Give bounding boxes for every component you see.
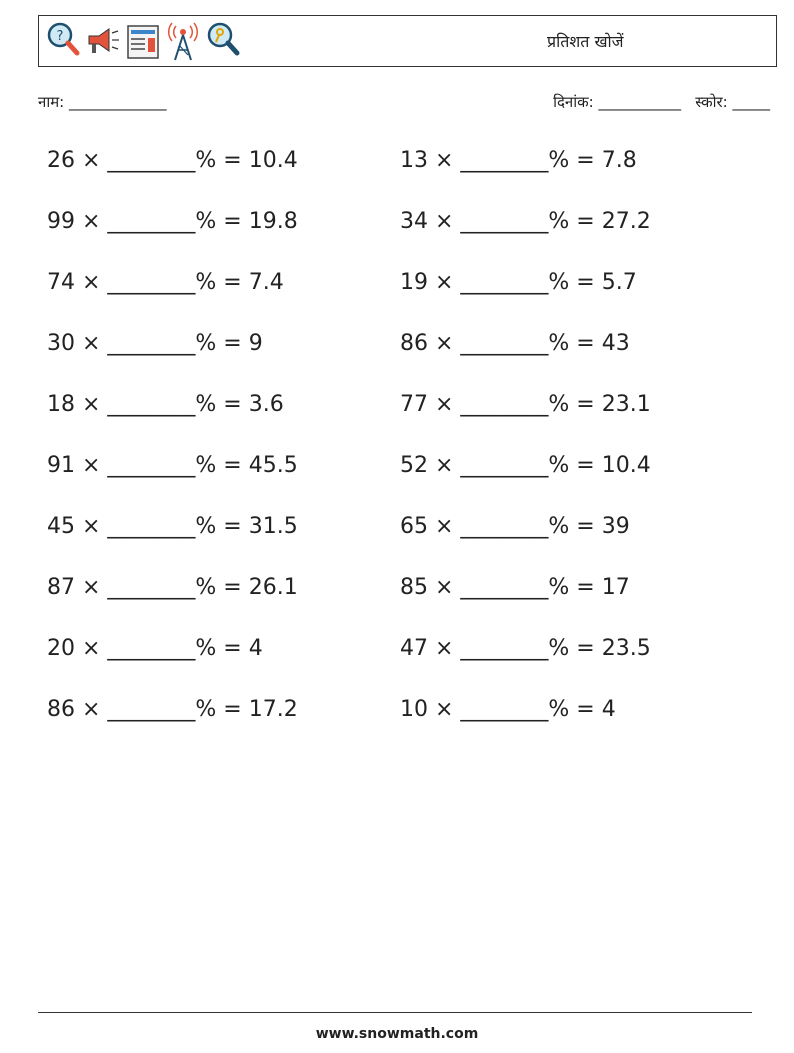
name-field: नाम: _____________: [38, 93, 167, 111]
problem-item: 34 × ________% = 27.2: [400, 209, 651, 234]
magnifier-question-icon: [45, 20, 81, 62]
problem-item: 85 × ________% = 17: [400, 575, 630, 600]
page-title: प्रतिशत खोजें: [547, 32, 624, 51]
problem-item: 99 × ________% = 19.8: [47, 209, 298, 234]
megaphone-icon: [85, 20, 121, 62]
date-score-fields: [553, 92, 770, 112]
problem-item: 86 × ________% = 43: [400, 331, 630, 356]
problem-item: 30 × ________% = 9: [47, 331, 263, 356]
problem-item: 87 × ________% = 26.1: [47, 575, 298, 600]
date-field: दिनांक: ___________: [553, 93, 681, 111]
problem-item: 65 × ________% = 39: [400, 514, 630, 539]
score-field: स्कोर: _____: [695, 93, 770, 111]
problem-item: 52 × ________% = 10.4: [400, 453, 651, 478]
problem-item: 47 × ________% = 23.5: [400, 636, 651, 661]
problem-item: 18 × ________% = 3.6: [47, 392, 284, 417]
header-box: [38, 15, 777, 67]
problem-item: 19 × ________% = 5.7: [400, 270, 637, 295]
icon-strip: [45, 20, 241, 62]
magnifier-key-icon: [205, 20, 241, 62]
problem-item: 13 × ________% = 7.8: [400, 148, 637, 173]
problem-item: 45 × ________% = 31.5: [47, 514, 298, 539]
problem-item: 86 × ________% = 17.2: [47, 697, 298, 722]
problem-item: 91 × ________% = 45.5: [47, 453, 298, 478]
problem-item: 74 × ________% = 7.4: [47, 270, 284, 295]
problem-item: 10 × ________% = 4: [400, 697, 616, 722]
problem-item: 77 × ________% = 23.1: [400, 392, 651, 417]
problem-item: 20 × ________% = 4: [47, 636, 263, 661]
problem-item: 26 × ________% = 10.4: [47, 148, 298, 173]
footer-url: www.snowmath.com: [315, 1026, 479, 1042]
footer-divider: [38, 1012, 752, 1013]
text-document-icon: [125, 20, 161, 62]
svg-text:?: ?: [56, 29, 64, 44]
radio-tower-icon: [165, 20, 201, 62]
